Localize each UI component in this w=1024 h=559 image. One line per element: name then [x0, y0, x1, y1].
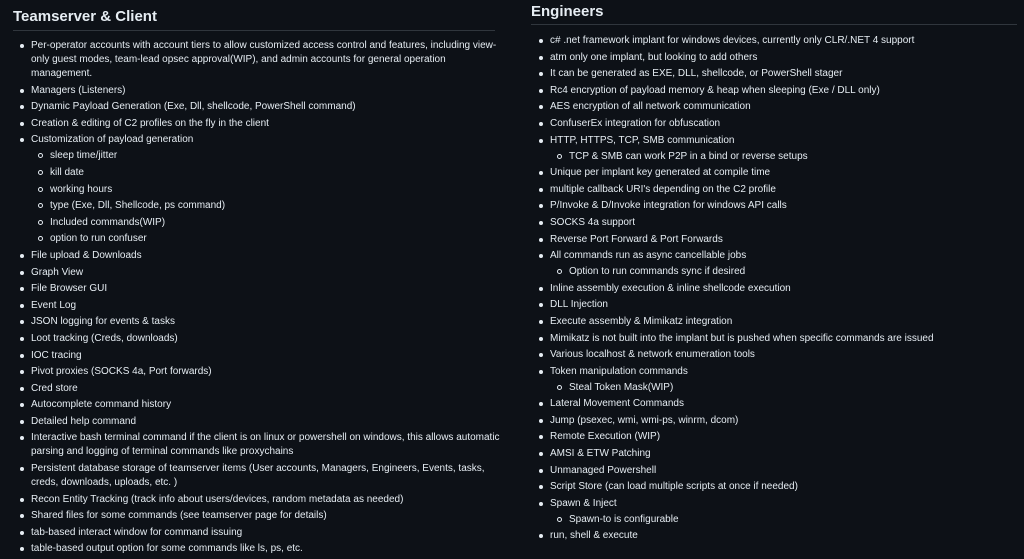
list-item-text: Autocomplete command history: [31, 399, 172, 411]
sub-list-item: Steal Token Mask(WIP): [569, 381, 1020, 395]
list-item-text: AMSI & ETW Patching: [550, 448, 651, 460]
list-item-text: File Browser GUI: [31, 283, 108, 295]
list-item: [550, 34, 1020, 48]
list-item-text: It can be generated as EXE, DLL, shellcode, or PowerShell stager: [550, 68, 843, 80]
list-item: [31, 266, 501, 280]
list-item: [550, 166, 1020, 180]
sub-list-item: working hours: [50, 183, 501, 197]
list-item: [31, 526, 501, 540]
list-item: [550, 348, 1020, 362]
list-item-text: table-based output option for some commands like ls, ps, etc.: [31, 543, 303, 555]
list-item-text: Remote Execution (WIP): [550, 431, 661, 443]
sub-list-item: TCP & SMB can work P2P in a bind or reverse setups: [569, 150, 1020, 164]
list-item-text: Unique per implant key generated at compile time: [550, 167, 771, 179]
list-item-text: P/Invoke & D/Invoke integration for windows API calls: [550, 200, 787, 212]
list-item-text: atm only one implant, but looking to add others: [550, 51, 758, 63]
list-item: [550, 447, 1020, 461]
list-item: [550, 464, 1020, 478]
list-item-text: JSON logging for events & tasks: [31, 316, 175, 328]
list-item: [550, 134, 1020, 164]
list-item: [550, 233, 1020, 247]
list-item-text: Per-operator accounts with account tiers to allow customized access control and features, including view-only guest modes, team-lead opsec approval(WIP), and admin accounts for general operation management.: [31, 40, 497, 79]
list-item-text: AES encryption of all network communication: [550, 101, 751, 113]
list-item-text: Dynamic Payload Generation (Exe, Dll, shellcode, PowerShell command): [31, 101, 356, 113]
list-item: [550, 298, 1020, 312]
list-item: [31, 493, 501, 507]
list-item: [31, 315, 501, 329]
list-item-text: Detailed help command: [31, 415, 137, 427]
sub-list: [550, 513, 1020, 527]
list-item: [31, 133, 501, 246]
list-item-text: tab-based interact window for command issuing: [31, 526, 243, 538]
list-item-text: Customization of payload generation: [31, 134, 194, 146]
list-item: [31, 332, 501, 346]
list-item-text: Various localhost & network enumeration tools: [550, 349, 755, 361]
list-item: [31, 509, 501, 523]
list-item: [550, 365, 1020, 395]
list-item-text: Creation & editing of C2 profiles on the fly in the client: [31, 117, 269, 129]
list-item: [550, 51, 1020, 65]
list-item: [550, 397, 1020, 411]
list-item-text: Graph View: [31, 266, 84, 278]
section-heading-teamserver-client: Teamserver & Client: [13, 8, 157, 25]
list-item-text: Execute assembly & Mimikatz integration: [550, 315, 733, 327]
list-item: [31, 299, 501, 313]
list-item-text: SOCKS 4a support: [550, 216, 636, 228]
list-item: [31, 431, 501, 459]
engineer-feature-list: [550, 34, 1020, 546]
list-item: [550, 430, 1020, 444]
teamserver-feature-list: [31, 39, 501, 559]
list-item-text: Reverse Port Forward & Port Forwards: [550, 233, 723, 245]
list-item-text: Token manipulation commands: [550, 365, 688, 377]
section-heading-engineers: Engineers: [531, 3, 604, 20]
list-item: [550, 199, 1020, 213]
list-item-text: Shared files for some commands (see teamserver page for details): [31, 510, 327, 522]
list-item: [31, 349, 501, 363]
sub-list-item: sleep time/jitter: [50, 149, 501, 163]
heading-divider: [531, 24, 1017, 25]
sub-list: [31, 149, 501, 246]
list-item: [550, 216, 1020, 230]
list-item: [550, 84, 1020, 98]
list-item: [550, 67, 1020, 81]
list-item-text: Script Store (can load multiple scripts at once if needed): [550, 481, 798, 493]
list-item: [31, 415, 501, 429]
list-item-text: ConfuserEx integration for obfuscation: [550, 117, 721, 129]
list-item: [31, 398, 501, 412]
sub-list: [550, 265, 1020, 279]
list-item: [550, 282, 1020, 296]
list-item-text: Cred store: [31, 382, 78, 394]
list-item: [550, 414, 1020, 428]
sub-list-item: Option to run commands sync if desired: [569, 265, 1020, 279]
heading-divider: [13, 30, 495, 31]
list-item-text: Inline assembly execution & inline shellcode execution: [550, 282, 791, 294]
list-item: [31, 249, 501, 263]
list-item: [31, 117, 501, 131]
list-item-text: Event Log: [31, 299, 77, 311]
list-item: [31, 100, 501, 114]
list-item-text: Recon Entity Tracking (track info about users/devices, random metadata as needed): [31, 493, 404, 505]
list-item-text: All commands run as async cancellable jobs: [550, 250, 747, 262]
list-item-text: run, shell & execute: [550, 530, 638, 542]
list-item-text: multiple callback URI's depending on the C2 profile: [550, 183, 776, 195]
sub-list-item: type (Exe, Dll, Shellcode, ps command): [50, 199, 501, 213]
list-item: [550, 332, 1020, 346]
list-item: [31, 84, 501, 98]
list-item: [550, 497, 1020, 527]
sub-list-item: option to run confuser: [50, 232, 501, 246]
list-item: [550, 529, 1020, 543]
list-item-text: IOC tracing: [31, 349, 82, 361]
sub-list: [550, 150, 1020, 164]
list-item-text: Managers (Listeners): [31, 84, 126, 96]
list-item-text: Loot tracking (Creds, downloads): [31, 332, 178, 344]
list-item-text: Jump (psexec, wmi, wmi-ps, winrm, dcom): [550, 414, 739, 426]
sub-list: [550, 381, 1020, 395]
sub-list-item: Spawn-to is configurable: [569, 513, 1020, 527]
list-item-text: Rc4 encryption of payload memory & heap when sleeping (Exe / DLL only): [550, 84, 880, 96]
list-item-text: HTTP, HTTPS, TCP, SMB communication: [550, 134, 735, 146]
list-item-text: Mimikatz is not built into the implant but is pushed when specific commands are issued: [550, 332, 934, 344]
list-item-text: Pivot proxies (SOCKS 4a, Port forwards): [31, 366, 212, 378]
list-item: [31, 365, 501, 379]
list-item: [31, 542, 501, 556]
list-item-text: File upload & Downloads: [31, 249, 142, 261]
list-item: [31, 462, 501, 490]
list-item-text: Unmanaged Powershell: [550, 464, 657, 476]
sub-list-item: Included commands(WIP): [50, 216, 501, 230]
list-item: [550, 315, 1020, 329]
list-item: [31, 39, 501, 81]
list-item-text: c# .net framework implant for windows devices, currently only CLR/.NET 4 support: [550, 35, 915, 46]
list-item-text: Persistent database storage of teamserver items (User accounts, Managers, Engineers, Events, tasks, creds, downloads, uploads, etc. ): [31, 463, 485, 489]
list-item: [31, 382, 501, 396]
list-item: [31, 282, 501, 296]
list-item: [550, 480, 1020, 494]
list-item-text: Interactive bash terminal command if the client is on linux or powershell on windows, this allows automatic parsing and logging of terminal commands like proxychains: [31, 432, 500, 458]
list-item-text: Spawn & Inject: [550, 497, 617, 509]
list-item-text: Lateral Movement Commands: [550, 398, 684, 410]
list-item: [550, 117, 1020, 131]
list-item: [550, 249, 1020, 279]
list-item-text: DLL Injection: [550, 299, 608, 311]
list-item: [550, 183, 1020, 197]
list-item: [550, 100, 1020, 114]
sub-list-item: kill date: [50, 166, 501, 180]
